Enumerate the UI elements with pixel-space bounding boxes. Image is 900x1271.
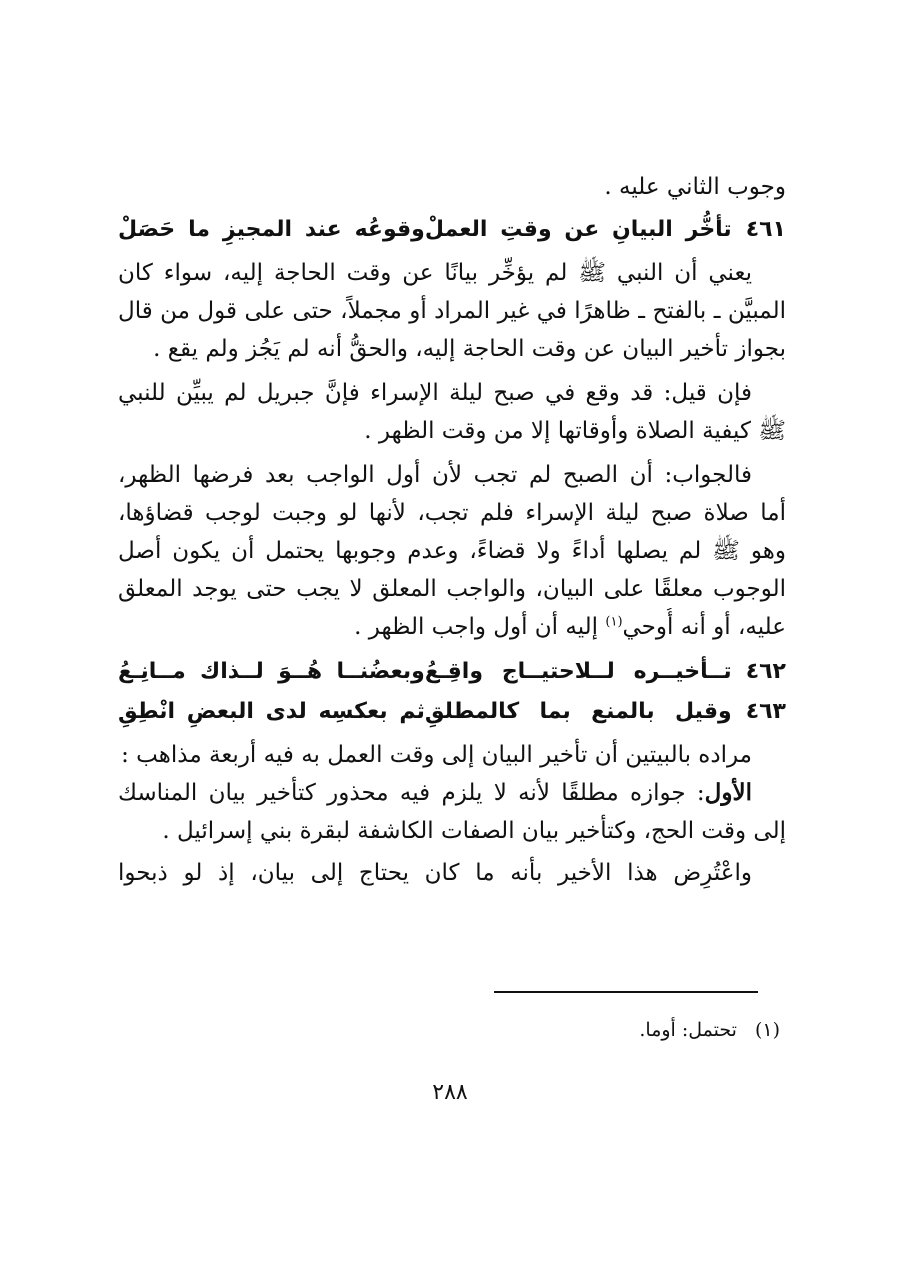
paragraph-line: إلى وقت الحج، وكتأخير بيان الصفات الكاشفة لبقرة بني إسرائيل . bbox=[162, 818, 786, 844]
paragraph-line: وهو ﷺ لم يصلها أداءً ولا قضاءً، وعدم وجوبها يحتمل أن يكون أصل bbox=[118, 538, 786, 564]
verse-first-hemistich: تأخُّر البيانِ عن وقتِ العملْ bbox=[424, 217, 732, 242]
page-number: ٢٨٨ bbox=[432, 1080, 468, 1105]
paragraph-line bbox=[118, 774, 786, 812]
paragraph-text: عليه، أو أنه أُوحي bbox=[622, 614, 786, 640]
verse-number: ٤٦١ bbox=[745, 217, 786, 242]
footnote-text: تحتمل: أوما. bbox=[639, 1019, 737, 1041]
verse-461 bbox=[118, 210, 786, 250]
paragraph-line: واعْتُرِض هذا الأخير بأنه ما كان يحتاج إلى بيان، إذ لو ذبحوا bbox=[118, 860, 752, 886]
paragraph-line: فالجواب: أن الصبح لم تجب لأن أول الواجب بعد فرضها الظهر، bbox=[118, 462, 752, 488]
verse-first-hemistich: تــأخيــره لــلاحتيــاج واقِـعُ bbox=[424, 659, 732, 684]
footnote-reference[interactable]: (١) bbox=[605, 614, 623, 630]
paragraph-line: المبيَّن ـ بالفتح ـ ظاهرًا في غير المراد أو مجملاً، حتى على قول من قال bbox=[118, 298, 786, 324]
footnote-separator bbox=[494, 991, 758, 993]
page-body bbox=[118, 168, 786, 892]
verse-number: ٤٦٢ bbox=[745, 659, 786, 684]
verse-second-hemistich: وبعضُنــا هُــوَ لــذاك مــانِـعُ bbox=[118, 659, 425, 684]
section-label: الأول bbox=[704, 779, 752, 806]
paragraph-line: ﷺ كيفية الصلاة وأوقاتها إلا من وقت الظهر . bbox=[364, 418, 786, 444]
verse-first-hemistich: وقيل بالمنع بما كالمطلقِ bbox=[424, 699, 732, 724]
paragraph-line: يعني أن النبي ﷺ لم يؤخِّر بيانًا عن وقت الحاجة إليه، سواء كان bbox=[118, 260, 752, 286]
paragraph-line: الوجوب معلقًا على البيان، والواجب المعلق لا يجب حتى يوجد المعلق bbox=[118, 576, 786, 602]
verse-second-hemistich: وقوعُه عند المجيزِ ما حَصَلْ bbox=[118, 217, 425, 242]
paragraph-text: إليه أن أول واجب الظهر . bbox=[354, 614, 606, 640]
paragraph-line: أما صلاة صبح ليلة الإسراء فلم تجب، لأنها لو وجبت لوجب قضاؤها، bbox=[118, 500, 786, 526]
paragraph-line: مراده بالبيتين أن تأخير البيان إلى وقت العمل به فيه أربعة مذاهب : bbox=[121, 742, 752, 768]
verse-second-hemistich: ثم بعكسِه لدى البعضِ انْطِقِ bbox=[118, 699, 425, 724]
paragraph-line-with-footnote bbox=[118, 608, 786, 646]
paragraph-line: فإن قيل: قد وقع في صبح ليلة الإسراء فإنَّ جبريل لم يبيِّن للنبي bbox=[118, 380, 752, 406]
paragraph-text: : جوازه مطلقًا لأنه لا يلزم فيه محذور كتأخير بيان المناسك bbox=[118, 780, 705, 806]
continuation-line: وجوب الثاني عليه . bbox=[604, 174, 786, 200]
verse-462 bbox=[118, 652, 786, 692]
verse-number: ٤٦٣ bbox=[745, 699, 786, 724]
footnote bbox=[480, 1015, 780, 1045]
footnote-number: (١) bbox=[754, 1019, 780, 1041]
paragraph-line: بجواز تأخير البيان عن وقت الحاجة إليه، والحقُّ أنه لم يَجُز ولم يقع . bbox=[153, 336, 786, 362]
verse-463 bbox=[118, 692, 786, 732]
